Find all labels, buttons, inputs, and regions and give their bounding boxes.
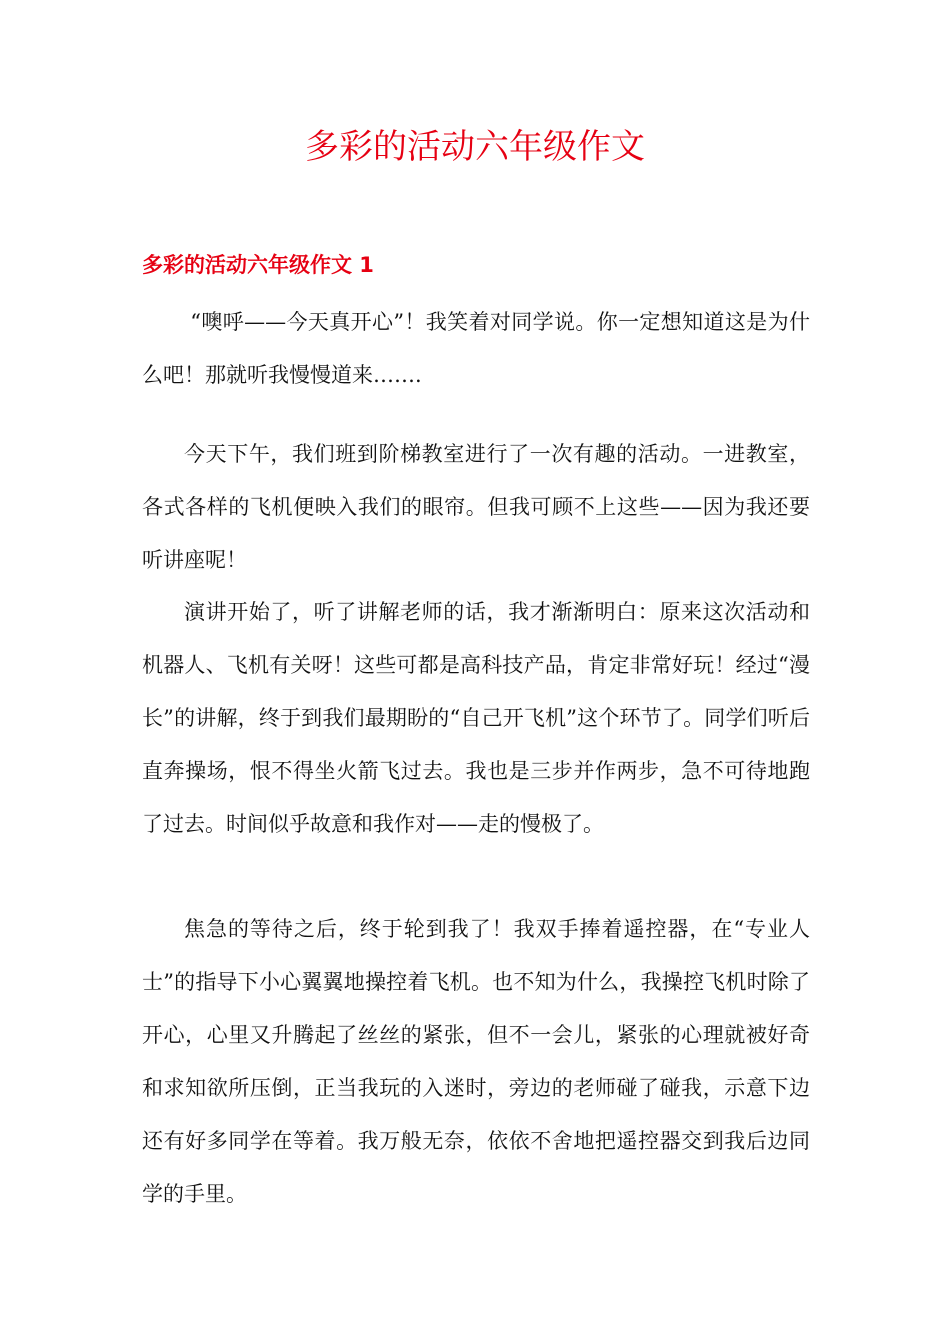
document-title: 多彩的活动六年级作文 [305,127,645,167]
paragraph-2: 今天下午，我们班到阶梯教室进行了一次有趣的活动。一进教室，各式各样的飞机便映入我们的眼帘。但我可顾不上这些——因为我还要听讲座呢！ [142,442,810,572]
paragraph-3: 演讲开始了，听了讲解老师的话，我才渐渐明白：原来这次活动和机器人、飞机有关呀！这些可都是高科技产品，肯定非常好玩！经过“漫长”的讲解，终于到我们最期盼的“自己开飞机”这个环节了。同学们听后直奔操场，恨不得坐火箭飞过去。我也是三步并作两步，急不可待地跑了过去。时间似乎故意和我作对——走的慢极了。 [142,600,810,836]
paragraph-1: “噢呼——今天真开心”！我笑着对同学说。你一定想知道这是为什么吧！那就听我慢慢道来……. [142,310,810,387]
paragraph-4: 焦急的等待之后，终于轮到我了！我双手捧着遥控器，在“专业人士”的指导下小心翼翼地操控着飞机。也不知为什么，我操控飞机时除了开心，心里又升腾起了丝丝的紧张，但不一会儿，紧张的心理就被好奇和求知欲所压倒，正当我玩的入迷时，旁边的老师碰了碰我，示意下边还有好多同学在等着。我万般无奈，依依不舍地把遥控器交到我后边同学的手里。 [142,917,810,1206]
section-heading: 多彩的活动六年级作文 1 [142,253,374,277]
